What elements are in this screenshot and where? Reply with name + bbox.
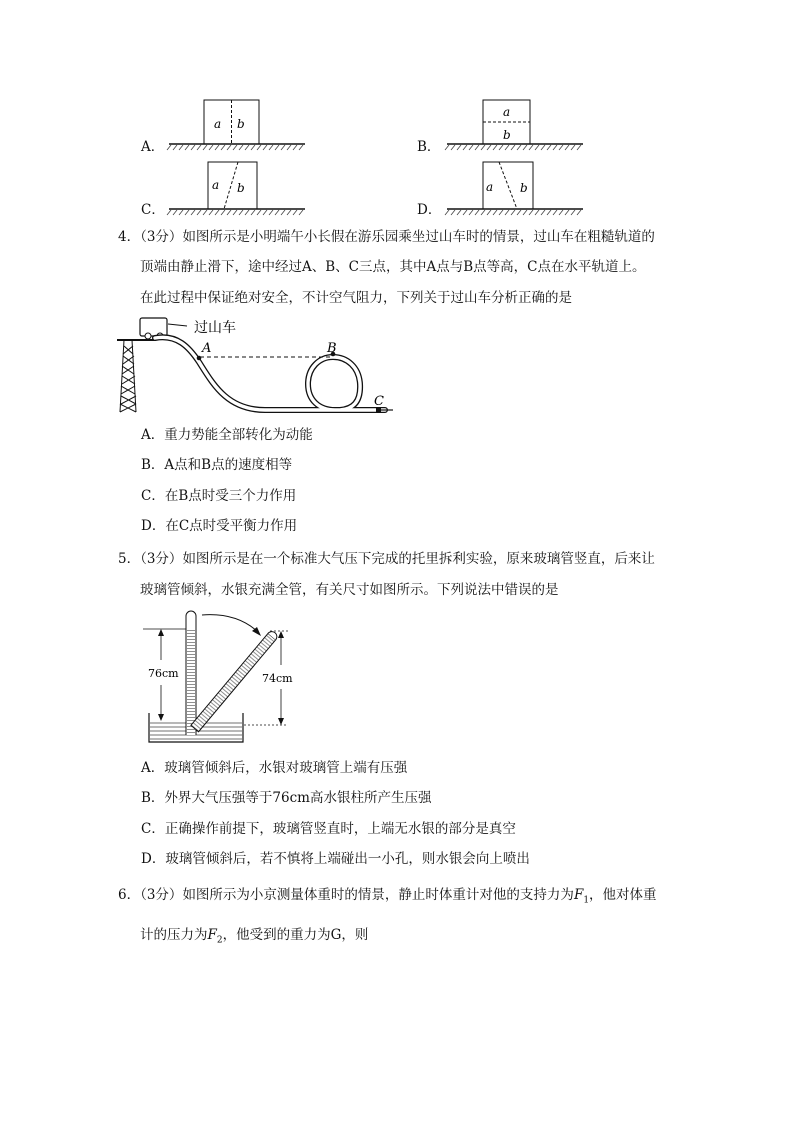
q3b-label-b: b	[503, 128, 511, 142]
q3-option-c-letter: C．	[141, 202, 165, 218]
q3-option-d-letter: D．	[417, 202, 442, 218]
q6-f2-sub: 2	[216, 935, 223, 946]
q5-option-b: B．外界大气压强等于76cm高水银柱所产生压强	[141, 790, 432, 806]
q4-stem-line1	[118, 231, 655, 245]
q4-point-a: A	[202, 341, 212, 356]
q6-number: 6．	[118, 887, 141, 903]
q3d-label-a: a	[486, 180, 494, 194]
q6-stem-line1	[118, 889, 657, 906]
q4-score: （3分）	[140, 229, 183, 245]
q4-number: 4．	[118, 229, 141, 245]
q3a-label-b: b	[237, 117, 245, 131]
q4-point-b: B	[327, 341, 337, 356]
q5-stem-line1	[118, 553, 655, 567]
q3-figure-a	[165, 96, 310, 156]
q6-f2: F	[207, 927, 217, 943]
q5-number: 5．	[118, 551, 141, 567]
q5-option-c: C．正确操作前提下，玻璃管竖直时，上端无水银的部分是真空	[141, 821, 516, 837]
q3-option-a-letter: A．	[141, 139, 165, 155]
track-inner	[155, 337, 385, 410]
q5-option-a: A．玻璃管倾斜后，水银对玻璃管上端有压强	[141, 760, 408, 776]
q6-score: （3分）	[140, 887, 183, 903]
q6-line1-post: ，他对体重	[589, 887, 657, 903]
q6-stem-line2	[140, 929, 368, 946]
q5-label-74cm: 74cm	[262, 672, 293, 685]
q5-option-d: D．玻璃管倾斜后，若不慎将上端碰出一小孔，则水银会向上喷出	[141, 851, 530, 867]
q4-car-label: 过山车	[194, 320, 236, 336]
q3-figure-b	[443, 96, 588, 156]
q5-score: （3分）	[140, 551, 183, 567]
q5-stem-line2: 玻璃管倾斜，水银充满全管，有关尺寸如图所示。下列说法中错误的是	[140, 582, 559, 598]
q3b-label-a: a	[503, 105, 511, 119]
q4-option-d: D．在C点时受平衡力作用	[141, 518, 298, 534]
q3a-label-a: a	[214, 117, 222, 131]
q3c-label-b: b	[237, 181, 245, 195]
q6-f1-sub: 1	[583, 895, 590, 906]
q4-point-c: C	[374, 394, 384, 409]
q5-torricelli-figure	[140, 605, 300, 747]
q3-option-b-letter: B．	[417, 139, 441, 155]
q4-line1-text: 如图所示是小明端午小长假在游乐园乘坐过山车时的情景，过山车在粗糙轨道的	[182, 229, 655, 245]
q5-label-76cm: 76cm	[148, 667, 179, 680]
q3-figure-d	[443, 158, 588, 218]
q4-stem-line3: 在此过程中保证绝对安全，不计空气阻力，下列关于过山车分析正确的是	[140, 290, 572, 306]
q6-line2-post: ，他受到的重力为G，则	[222, 927, 369, 943]
q4-option-b: B．A点和B点的速度相等	[141, 457, 293, 473]
q3d-label-b: b	[520, 181, 528, 195]
q6-line2-pre: 计的压力为	[140, 927, 208, 943]
q4-stem-line2: 顶端由静止滑下，途中经过A、B、C三点，其中A点与B点等高，C点在水平轨道上。	[140, 259, 646, 275]
q6-line1-pre: 如图所示为小京测量体重时的情景，静止时体重计对他的支持力为	[182, 887, 574, 903]
q4-option-a: A．重力势能全部转化为动能	[141, 427, 313, 443]
q4-option-c: C．在B点时受三个力作用	[141, 488, 297, 504]
tower-icon	[120, 340, 136, 412]
q4-roller-coaster-figure	[115, 312, 400, 422]
q5-line1-text: 如图所示是在一个标准大气压下完成的托里拆利实验，原来玻璃管竖直，后来让	[182, 551, 655, 567]
q6-f1: F	[573, 887, 584, 903]
q3c-label-a: a	[212, 178, 220, 192]
q3-figure-c	[165, 158, 310, 218]
